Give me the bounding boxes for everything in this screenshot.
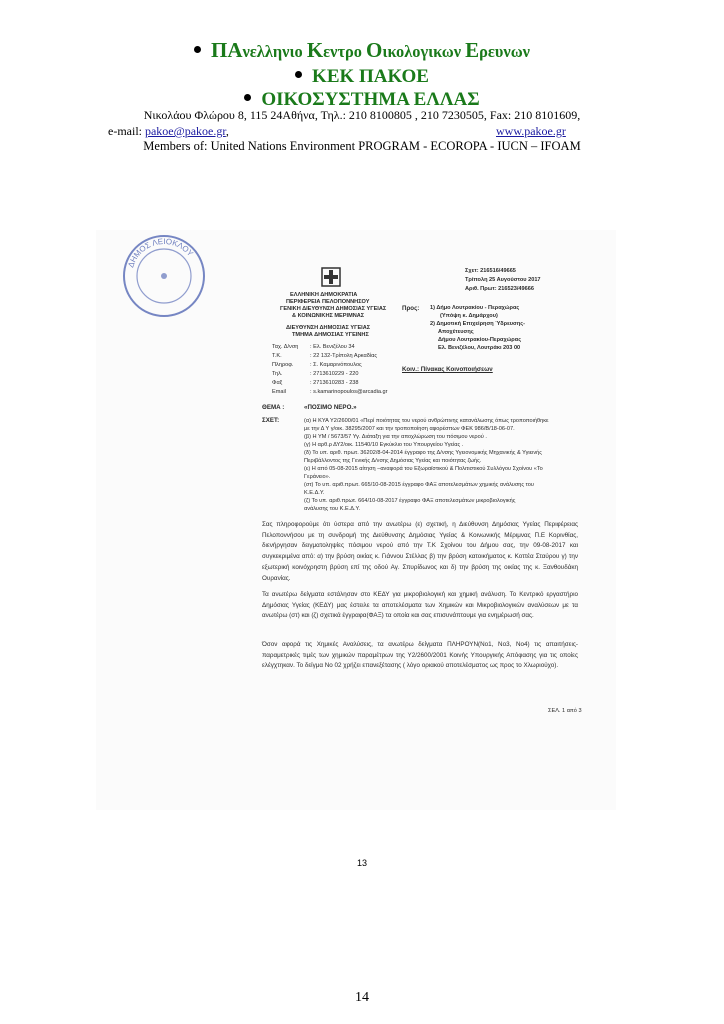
contact-key: Τ.Κ. bbox=[272, 353, 282, 359]
contact-key: Φαξ bbox=[272, 380, 283, 386]
reference-item: (στ) Το υπ. αριθ.πρωτ. 665/10-08-2015 έγγραφο ΦΑΞ αποτελεσμάτων χημικής ανάλυσης του bbox=[304, 482, 534, 488]
organization-title: ΠΑνελληνιο Κεντρο Οικολογικων Ερευνων bbox=[0, 38, 724, 63]
bullet-icon bbox=[295, 71, 302, 78]
contact-key: Email bbox=[272, 389, 286, 395]
reference-item: (α) Η ΚΥΑ Υ2/2600/01 «Περί ποιότητας του νερού ανθρώπινης κατανάλωσης όπως τροποποιήθηκε bbox=[304, 418, 549, 424]
reference-item: Γεράνειο». bbox=[304, 474, 331, 480]
department-line: ΔΙΕΥΘΥΝΣΗ ΔΗΜΟΣΙΑΣ ΥΓΕΙΑΣ bbox=[286, 325, 371, 331]
members-line: Members of: United Nations Environment PROGRAM - ECOROPA - IUCN – IFOAM bbox=[143, 139, 581, 153]
recipient-line: Δήμου Λουτρακίου-Περαχώρας bbox=[438, 337, 522, 343]
refs-label: ΣΧΕΤ: bbox=[262, 417, 280, 424]
reference-number: Σχετ: 216516/49665 bbox=[465, 268, 516, 274]
sender-line: & ΚΟΙΝΩΝΙΚΗΣ ΜΕΡΙΜΝΑΣ bbox=[292, 313, 365, 319]
contact-key: Ταχ. Δ/νση bbox=[272, 344, 299, 350]
address-line: Νικολάου Φλώρου 8, 115 24Αθήνα, Τηλ.: 210 8100805 , 210 7230505, Fax: 210 8101609, bbox=[143, 108, 581, 122]
subject-label: ΘΕΜΑ : bbox=[262, 404, 285, 411]
reference-item: (ε) Η από 05-08-2015 αίτηση –αναφορά του Εξωραϊστικού & Πολιτιστικού Συλλόγου Σχοίνου «Το bbox=[304, 466, 543, 472]
ecosystem-title: ΟΙΚΟΣΥΣΤΗΜΑ ΕΛΛΑΣ bbox=[0, 89, 724, 111]
email-line: e-mail: pakoe@pakoe.gr, bbox=[108, 124, 229, 138]
cc-line: Κοιν.: Πίνακας Κοινοποιήσεων bbox=[402, 366, 493, 373]
recipient-line: 1) Δήμο Λουτρακίου - Περαχώρας bbox=[430, 305, 520, 311]
email-link[interactable]: pakoe@pakoe.gr bbox=[144, 124, 226, 138]
greek-emblem-icon bbox=[320, 266, 342, 288]
sender-line: ΕΛΛΗΝΙΚΗ ΔΗΜΟΚΡΑΤΙΑ bbox=[290, 292, 358, 298]
department-line: ΤΜΗΜΑ ΔΗΜΟΣΙΑΣ ΥΓΕΙΝΗΣ bbox=[292, 332, 369, 338]
contact-value: : 22 132-Τρίπολη Αρκαδίας bbox=[310, 353, 378, 359]
recipient-line: Αποχέτευσης bbox=[438, 329, 474, 335]
contact-value: : 2713610283 - 238 bbox=[310, 380, 359, 386]
bullet-icon bbox=[244, 94, 251, 101]
contact-value: : s.kamarinopoulos@arcadia.gr bbox=[310, 389, 388, 395]
reference-item: (δ) Το υπ. αριθ. πρωτ. 36202/8-04-2014 έγγραφο της Δ/νσης Υγειονομικής Μηχανικής & Υγιεινής bbox=[304, 450, 542, 456]
organization-short-name: ΚΕΚ ΠΑΚΟΕ bbox=[0, 66, 724, 88]
subject: «ΠΟΣΙΜΟ ΝΕΡΟ.» bbox=[304, 404, 357, 411]
body-paragraph: Όσον αφορά τις Χημικές Αναλύσεις, τα ανωτέρω δείγματα ΠΛΗΡΟΥΝ(Νο1, Νο3, Νο4) τις απαιτήσεις-παραμετρικές τιμές των χημικών παραμέτρων της Υ2/2600/2001 Κοινής Υπουργικής Απόφασης για τις οποίες ελέγχτηκαν. Το δείγμα Νο 02 χρήζει επανεξέτασης ( λόγο οριακού αποτελέσματος ως προς το Χλωριούχο). bbox=[262, 641, 578, 670]
reference-item: Κ.Ε.Δ.Υ. bbox=[304, 490, 325, 496]
recipient-line: Ελ. Βενιζέλου, Λουτράκι 203 00 bbox=[438, 345, 521, 351]
body-paragraph: Τα ανωτέρω δείγματα εστάλησαν στο ΚΕΔΥ για μικροβιολογική και χημική ανάλυση. Το Κεντρικό εργαστήριο Δημόσιας Υγείας (ΚΕΔΥ) μας έστειλε τα αποτελέσματα των Χημικών και Μικροβιολογικών αναλύσεων με τα ανωτέρω (στ) και (ζ) σχετικά έγγραφα(ΦΑΞ) τα οποία και σας επισυνάπτουμε για ενημέρωσή σας. bbox=[262, 591, 578, 620]
sender-line: ΓΕΝΙΚΗ ΔΙΕΥΘΥΝΣΗ ΔΗΜΟΣΙΑΣ ΥΓΕΙΑΣ bbox=[280, 306, 387, 312]
reference-item: ανάλυσης του Κ.Ε.Δ.Υ. bbox=[304, 506, 361, 512]
bullet-icon bbox=[194, 46, 201, 53]
recipient-line: (Υπόψη κ. Δημάρχου) bbox=[440, 313, 498, 319]
reference-item: (ζ) Το υπ. αριθ.πρωτ. 664/10-08-2017 έγγραφο ΦΑΞ αποτελεσμάτων μικροβιολογικής bbox=[304, 498, 516, 504]
reference-item: με την Δ Υ γ/οικ. 38295/2007 και την τροποποίηση αφορέσπων ΦΕΚ 986/Β/18-06-07. bbox=[304, 426, 515, 432]
municipal-stamp bbox=[118, 230, 210, 322]
letter-date: Τρίπολη 25 Αυγούστου 2017 bbox=[465, 277, 541, 283]
contact-key: Πληροφ. bbox=[272, 362, 294, 368]
sender-line: ΠΕΡΙΦΕΡΕΙΑ ΠΕΛΟΠΟΝΝΗΣΟΥ bbox=[286, 299, 370, 305]
recipient-line: 2) Δημοτική Επιχείρηση Ύδρευσης- bbox=[430, 321, 526, 327]
contact-value: : Σ. Καμαρινόπουλος bbox=[310, 362, 362, 368]
reference-item: (β) Η ΥΜ / 5673/57 Υγ. Διάταξη για την αποχλώρωση του πόσιμου νερού . bbox=[304, 434, 487, 440]
contact-value: : Ελ. Βενιζέλου 34 bbox=[310, 344, 355, 350]
stamp-text: ΔΗΜΟΣ ΛΕΙΟΚΛΟΥ bbox=[126, 236, 195, 269]
body-paragraph: Σας πληροφορούμε ότι ύστερα από την ανωτέρω (ε) σχετική, η Διεύθυνση Δημόσιας Υγείας Περιφέρειας Πελοποννήσου με τη συνδρομή της Διεύθυνσης Δημόσιας Υγείας & Κοινωνικής Μέριμνας Π.Ε Κορινθίας, διενήργησαν δειγματοληψίες πόσιμου νερού από την Τ.Κ Σχοίνου του Δήμου σας, την 09-08-2017 και συγκεκριμένα από: α) την βρύση οικίας κ. Γιάννου Στέλλας β) την βρύση κατοικήματος κ. Κοττέα Σταύρου γ) την εξωτερική κοινόχρηστη βρύση επί της οδού Αγ. Σπυρίδωνος και δ) την βρύση της οικίας της κ. Ξανθουδάκη Ουρανίας. bbox=[262, 521, 578, 582]
protocol-number: Αριθ. Πρωτ: 216523/49666 bbox=[465, 286, 534, 292]
reference-item: (γ) Η αρθ.ρ ΔΥ2/οικ. 11540/10 Εγκύκλιο του Υπουργείου Υγείας . bbox=[304, 442, 464, 448]
contact-value: : 2713610229 - 220 bbox=[310, 371, 359, 377]
scan-page-number: 13 bbox=[356, 858, 367, 868]
page-number: 14 bbox=[355, 990, 369, 1005]
page-marker: ΣΕΛ. 1 από 3 bbox=[548, 708, 582, 714]
contact-key: Τηλ. bbox=[272, 371, 283, 377]
website-link[interactable]: www.pakoe.gr bbox=[496, 124, 566, 138]
to-label: Προς: bbox=[402, 305, 420, 312]
reference-item: Περιβάλλοντος της Γενικής Δ/νσης Δημόσιας Υγείας και ποιότητας ζωής. bbox=[304, 458, 482, 464]
